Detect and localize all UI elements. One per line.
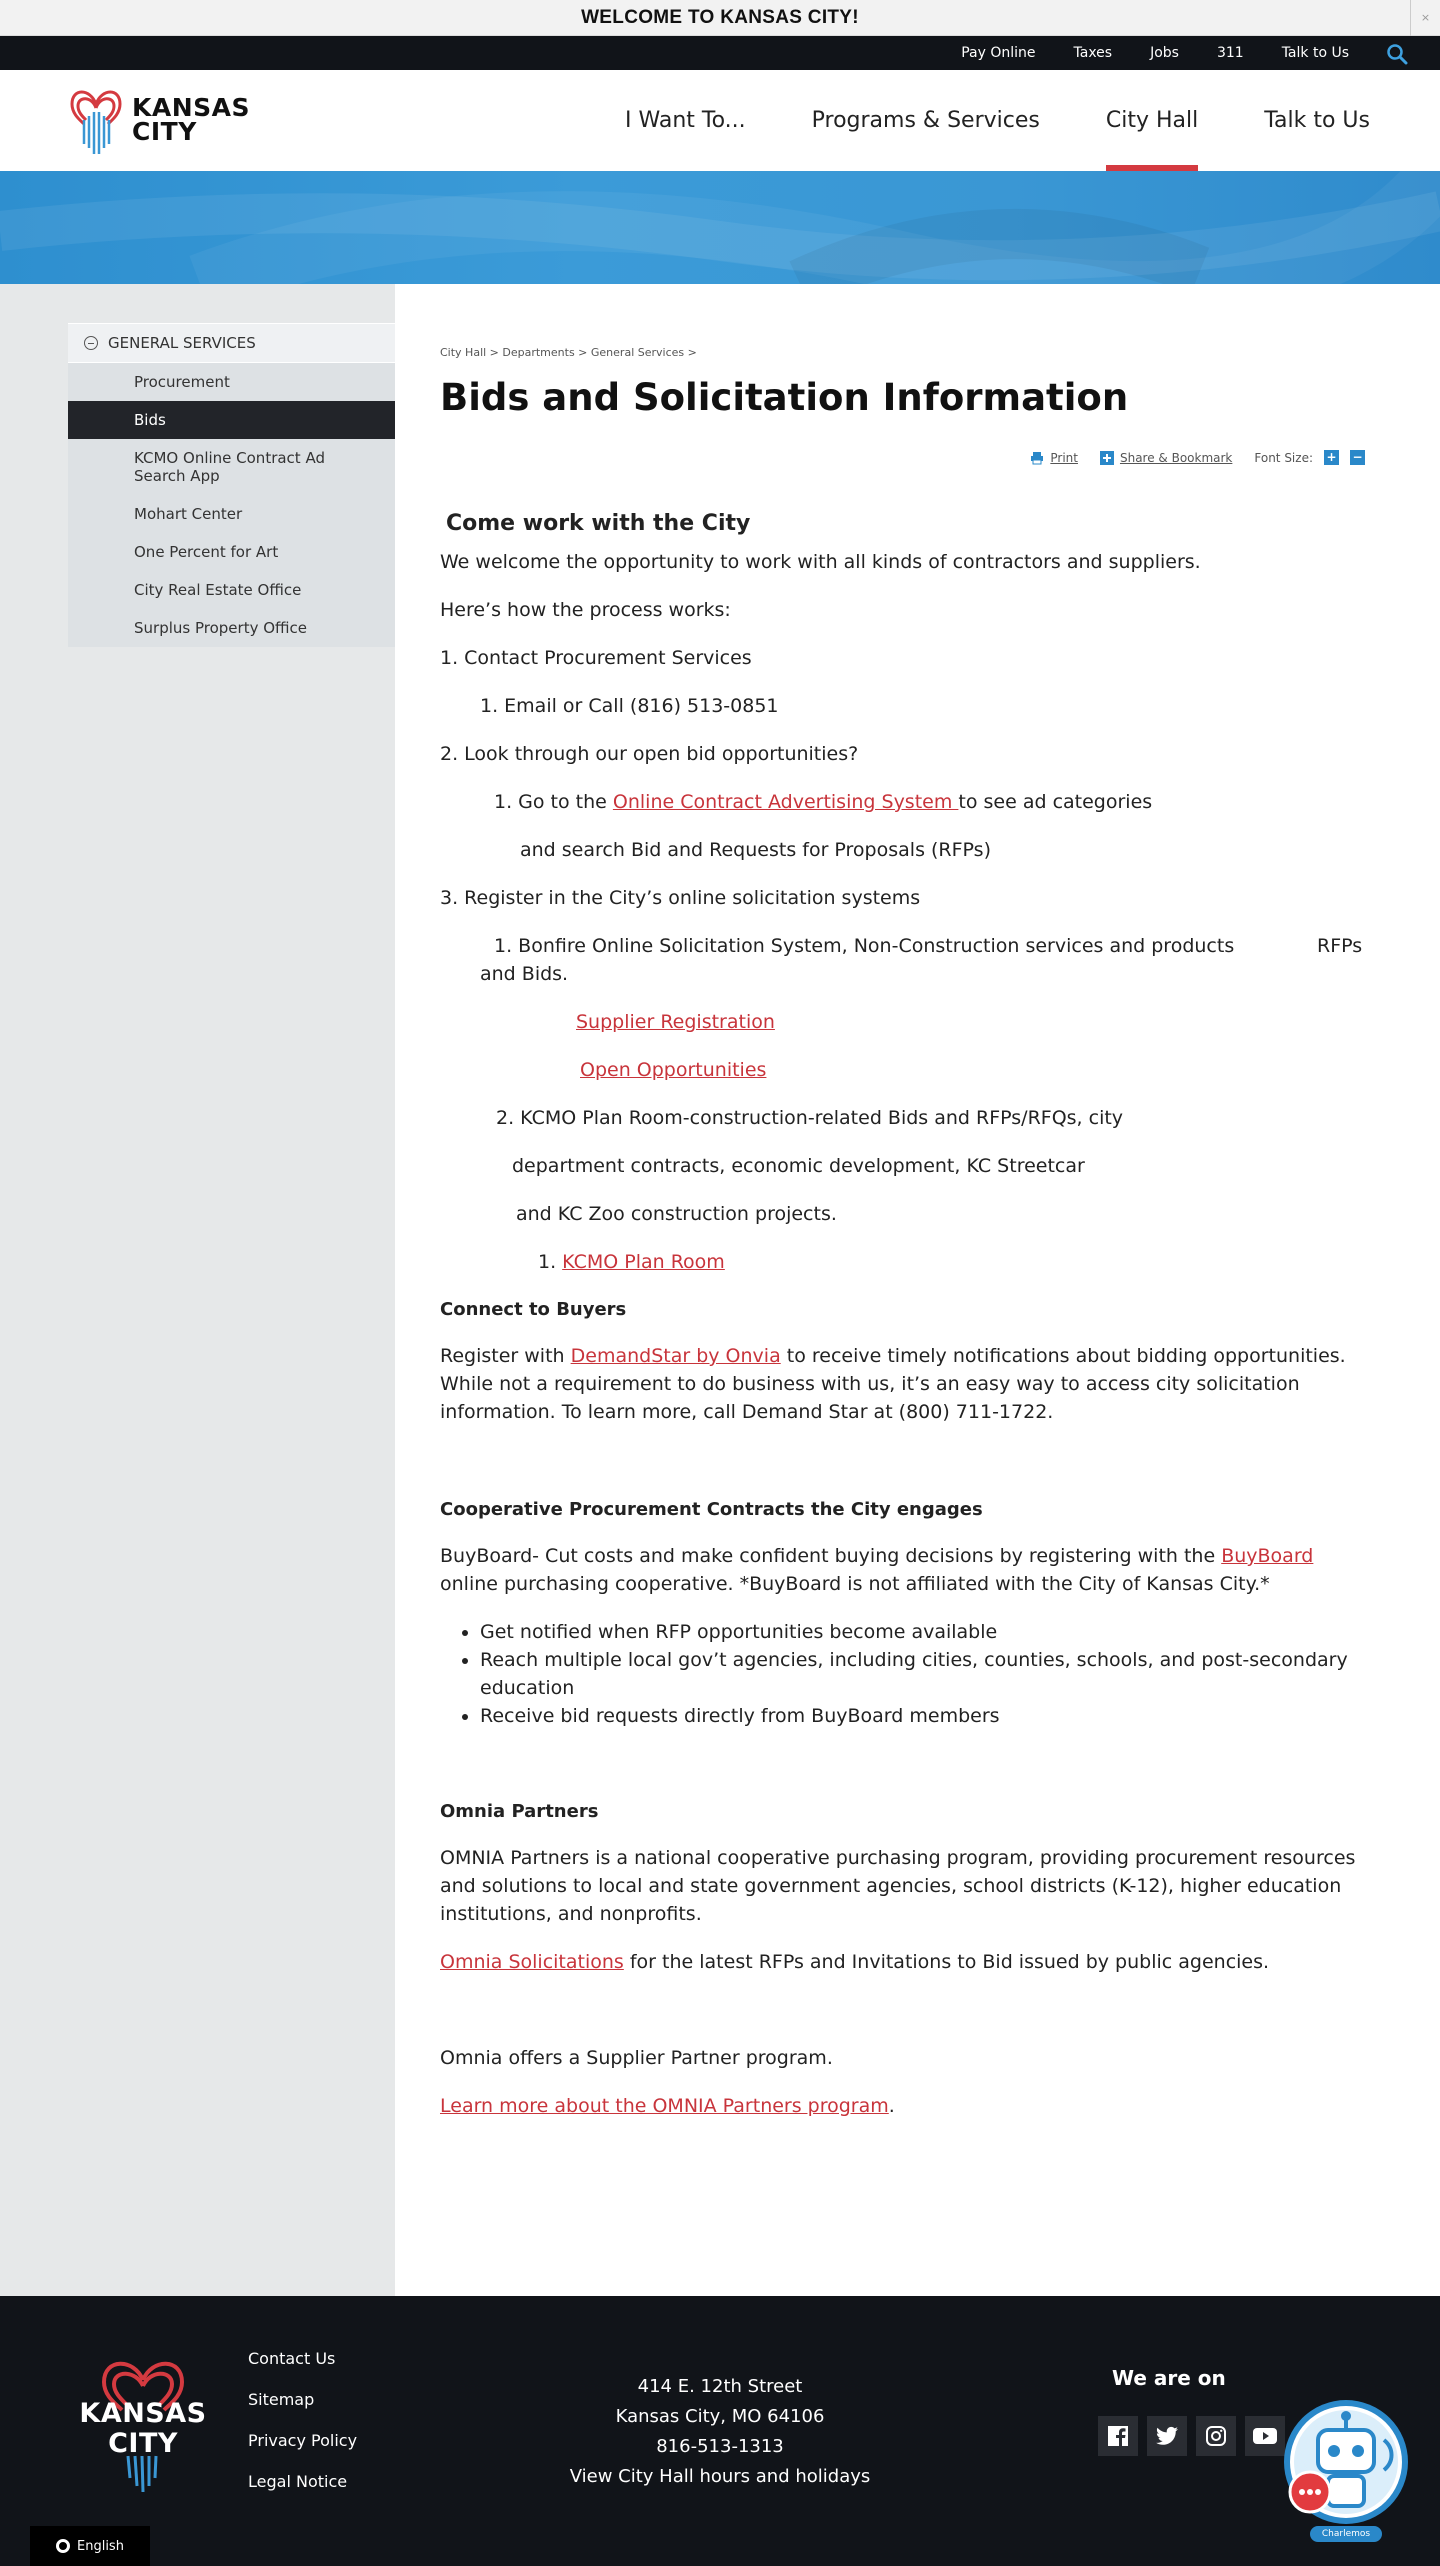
- banner-pattern: [0, 171, 1440, 284]
- announcement-text: WELCOME TO KANSAS CITY!: [581, 7, 859, 28]
- font-increase-button[interactable]: +: [1324, 450, 1339, 465]
- demandstar-link[interactable]: DemandStar by Onvia: [570, 1345, 781, 1367]
- twitter-glyph: [1156, 2426, 1178, 2446]
- buyboard-benefits-list: [440, 1618, 1365, 1730]
- utility-link-311[interactable]: 311: [1216, 45, 1244, 61]
- language-selector[interactable]: [30, 2526, 150, 2566]
- logo-line-2: CITY: [132, 117, 197, 146]
- step-2a-pre: 1. Go to the: [494, 791, 613, 813]
- utility-bar: [0, 36, 1440, 70]
- announcement-bar: [0, 0, 1440, 36]
- site-footer: [0, 2296, 1440, 2566]
- footer-logo-line-2: CITY: [108, 2428, 178, 2459]
- online-contract-advertising-link[interactable]: Online Contract Advertising System: [612, 791, 959, 813]
- city-hall-hours-link[interactable]: View City Hall hours and holidays: [569, 2466, 871, 2487]
- connect-buyers-text: [440, 1342, 1365, 1426]
- instagram-icon[interactable]: [1196, 2416, 1236, 2456]
- nav-city-hall[interactable]: City Hall: [1106, 70, 1198, 171]
- utility-link-jobs[interactable]: Jobs: [1150, 45, 1179, 61]
- step-3b-line2: department contracts, economic development, KC Streetcar: [512, 1155, 1085, 1177]
- footer-logo-line-1: KANSAS: [79, 2398, 207, 2429]
- share-bookmark-button[interactable]: [1100, 451, 1232, 465]
- language-label: English: [77, 2538, 124, 2554]
- section-heading-connect-buyers: Connect to Buyers: [440, 1299, 627, 1320]
- logo-wordmark: [132, 93, 251, 146]
- sidebar-item-real-estate[interactable]: City Real Estate Office: [134, 581, 302, 599]
- section-heading-come-work: Come work with the City: [446, 511, 751, 536]
- footer-social: [1098, 2366, 1285, 2456]
- omnia-supplier-text: Omnia offers a Supplier Partner program.: [440, 2047, 833, 2069]
- announcement-close-button[interactable]: ×: [1410, 0, 1440, 36]
- kcmo-plan-room-link[interactable]: KCMO Plan Room: [562, 1251, 725, 1273]
- fountain-heart-icon: [68, 84, 124, 156]
- connect-post: to receive timely notifications about bidding opportunities. While not a requirement to do business with us, it’s an easy way to access city solicitation information. To learn more, call Demand Star at (800) 711-1722.: [440, 1345, 1346, 1423]
- hero-banner: [0, 171, 1440, 284]
- address-phone[interactable]: 816-513-1313: [656, 2436, 784, 2457]
- kansas-city-logo[interactable]: [68, 84, 251, 156]
- utility-link-pay-online[interactable]: Pay Online: [961, 45, 1036, 61]
- list-item: • Reach multiple local gov’t agencies, including cities, counties, schools, and post-secondary education: [480, 1646, 1365, 1702]
- plan-room-item: [538, 1248, 725, 1276]
- main-nav: [625, 70, 1440, 171]
- site-header: [0, 70, 1440, 171]
- social-icons: [1098, 2416, 1285, 2456]
- search-icon[interactable]: [1386, 43, 1408, 65]
- facebook-icon[interactable]: [1098, 2416, 1138, 2456]
- list-item: • Get notified when RFP opportunities become available: [480, 1618, 1365, 1646]
- utility-link-talk-to-us[interactable]: Talk to Us: [1281, 45, 1349, 61]
- buyboard-pre: BuyBoard- Cut costs and make confident buying decisions by registering with the: [440, 1545, 1222, 1567]
- address-city: Kansas City, MO 64106: [615, 2406, 825, 2427]
- footer-link-contact-us[interactable]: Contact Us: [248, 2349, 336, 2368]
- step-2a: [494, 788, 1152, 816]
- nav-talk-to-us[interactable]: Talk to Us: [1264, 108, 1370, 133]
- twitter-icon[interactable]: [1147, 2416, 1187, 2456]
- youtube-icon[interactable]: [1245, 2416, 1285, 2456]
- supplier-registration-link[interactable]: Supplier Registration: [576, 1011, 775, 1033]
- section-heading-cooperative: Cooperative Procurement Contracts the City engages: [440, 1499, 983, 1520]
- instagram-glyph: [1205, 2425, 1227, 2447]
- social-label: We are on: [1112, 2366, 1226, 2390]
- section-heading-omnia: Omnia Partners: [440, 1801, 599, 1822]
- step-2: 2. Look through our open bid opportunities?: [440, 743, 859, 765]
- list-item: • Receive bid requests directly from BuyBoard members: [480, 1702, 1365, 1730]
- step-3a-rfps: RFPs: [1317, 935, 1363, 957]
- print-label[interactable]: Print: [1050, 450, 1078, 465]
- welcome-text: We welcome the opportunity to work with all kinds of contractors and suppliers.: [440, 551, 1201, 573]
- step-1: 1. Contact Procurement Services: [440, 647, 752, 669]
- omnia-learn-text: [440, 2092, 895, 2120]
- youtube-glyph: [1253, 2427, 1277, 2445]
- logo-line-1: KANSAS: [132, 93, 251, 122]
- font-size-label: Font Size:: [1254, 450, 1313, 465]
- step-3b-line3: and KC Zoo construction projects.: [516, 1203, 837, 1225]
- step-3b-line1: 2. KCMO Plan Room-construction-related Bids and RFPs/RFQs, city: [496, 1107, 1124, 1129]
- chatbot-label: Charlemos: [1321, 2529, 1371, 2539]
- page-tools: [1030, 450, 1365, 465]
- nav-programs-services[interactable]: Programs & Services: [811, 108, 1040, 133]
- facebook-glyph: [1107, 2425, 1129, 2447]
- omnia-solicitations-text: [440, 1948, 1269, 1976]
- omnia-solicitations-link[interactable]: Omnia Solicitations: [440, 1951, 624, 1973]
- plus-square-icon: [1100, 451, 1114, 465]
- utility-nav: [942, 36, 1368, 70]
- nav-i-want-to[interactable]: I Want To...: [625, 108, 746, 133]
- page-title: Bids and Solicitation Information: [440, 376, 1129, 419]
- footer-logo[interactable]: [78, 2352, 208, 2492]
- sidebar-item-surplus-property[interactable]: Surplus Property Office: [134, 619, 307, 637]
- sidebar-item-mohart-center[interactable]: Mohart Center: [134, 505, 243, 523]
- omnia-description: OMNIA Partners is a national cooperative purchasing program, providing procurement resources and solutions to local and state government agencies, school districts (K-12), higher education institutions, and nonprofits.: [440, 1847, 1356, 1925]
- sidebar-list: [68, 363, 395, 647]
- buyboard-post: online purchasing cooperative. *BuyBoard is not affiliated with the City of Kansas City.*: [440, 1573, 1270, 1595]
- connect-pre: Register with: [440, 1345, 571, 1367]
- sidebar-item-bids[interactable]: Bids: [68, 401, 395, 439]
- printer-icon: [1030, 451, 1044, 465]
- buyboard-link[interactable]: BuyBoard: [1221, 1545, 1314, 1567]
- step-3a-line1: 1. Bonfire Online Solicitation System, Non-Construction services and products: [494, 935, 1235, 957]
- omnia-sol-post: for the latest RFPs and Invitations to Bid issued by public agencies.: [623, 1951, 1270, 1973]
- step-3a-line2: and Bids.: [480, 963, 569, 985]
- footer-address: [520, 2372, 920, 2492]
- utility-link-taxes[interactable]: Taxes: [1073, 45, 1113, 61]
- sidebar-item-kcmo-online-contract[interactable]: KCMO Online Contract Ad Search App: [134, 449, 325, 485]
- plan-room-number: 1.: [538, 1251, 563, 1273]
- collapse-icon[interactable]: [84, 336, 98, 350]
- address-street: 414 E. 12th Street: [637, 2376, 803, 2397]
- omnia-learn-post: .: [888, 2095, 895, 2117]
- step-1a: 1. Email or Call (816) 513-0851: [480, 695, 779, 717]
- chatbot-launcher[interactable]: [1284, 2396, 1408, 2546]
- share-label[interactable]: Share & Bookmark: [1119, 450, 1233, 465]
- omnia-learn-more-link[interactable]: Learn more about the OMNIA Partners program: [440, 2095, 889, 2117]
- step-3: 3. Register in the City’s online solicitation systems: [440, 887, 921, 909]
- process-intro: Here’s how the process works:: [440, 599, 731, 621]
- step-2a-continued: and search Bid and Requests for Proposals (RFPs): [520, 839, 991, 861]
- chatbot-robot-icon: [1284, 2396, 1408, 2546]
- buyboard-text: [440, 1542, 1365, 1598]
- sidebar-nav: [68, 323, 395, 647]
- sidebar-item-one-percent-art[interactable]: One Percent for Art: [134, 543, 279, 561]
- sidebar-heading[interactable]: [68, 323, 395, 363]
- globe-icon: [56, 2539, 70, 2553]
- footer-link-privacy-policy[interactable]: Privacy Policy: [248, 2431, 358, 2450]
- breadcrumb[interactable]: City Hall > Departments > General Services >: [440, 346, 697, 359]
- footer-link-sitemap[interactable]: Sitemap: [248, 2390, 315, 2409]
- footer-links: [248, 2348, 357, 2512]
- font-decrease-button[interactable]: −: [1350, 450, 1365, 465]
- sidebar-item-procurement[interactable]: Procurement: [134, 373, 230, 391]
- sidebar-heading-label: GENERAL SERVICES: [108, 334, 256, 352]
- step-2a-post: to see ad categories: [958, 791, 1153, 813]
- open-opportunities-link[interactable]: Open Opportunities: [580, 1059, 767, 1081]
- footer-link-legal-notice[interactable]: Legal Notice: [248, 2472, 348, 2491]
- print-button[interactable]: [1030, 451, 1078, 465]
